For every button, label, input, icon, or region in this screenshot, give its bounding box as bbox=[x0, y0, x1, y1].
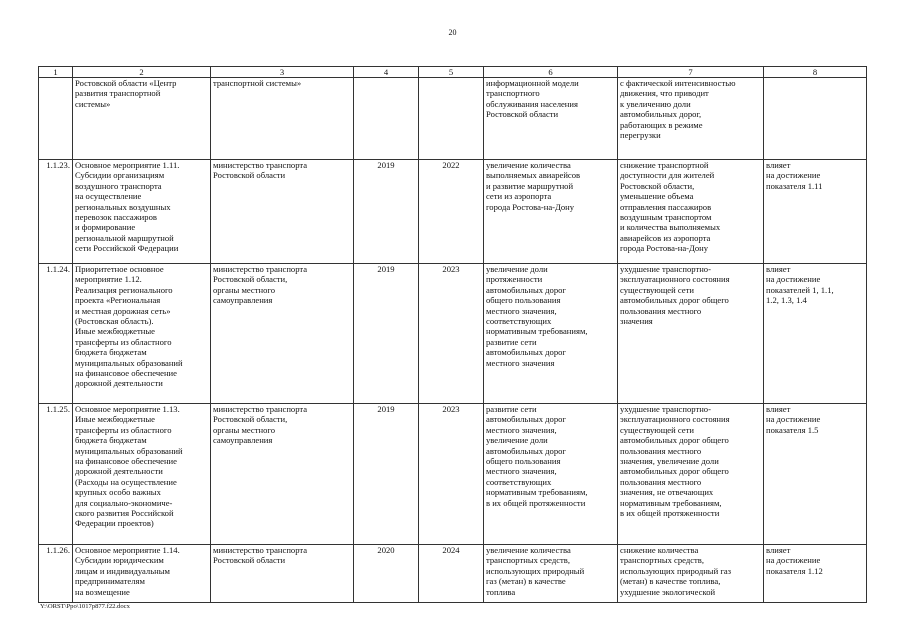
column-header: 2 bbox=[73, 67, 211, 78]
executor-cell: транспортной системы» bbox=[211, 78, 354, 160]
start-year-cell: 2019 bbox=[354, 160, 419, 264]
expected-result-cell: увеличение количества транспортных средств, использующих природный газ (метан) в качестве топлива bbox=[484, 545, 618, 603]
table-header-row bbox=[39, 67, 867, 78]
end-year-cell: 2024 bbox=[419, 545, 484, 603]
measure-name-cell: Основное мероприятие 1.11. Субсидии организациям воздушного транспорта на осуществление региональных воздушных перевозок пассажиров и формирование региональной маршрутной сети Российской Федерации bbox=[73, 160, 211, 264]
measure-name-cell: Основное мероприятие 1.14. Субсидии юридическим лицам и индивидуальным предпринимателям на возмещение bbox=[73, 545, 211, 603]
column-header: 3 bbox=[211, 67, 354, 78]
column-header: 5 bbox=[419, 67, 484, 78]
page-number: 20 bbox=[448, 28, 457, 37]
column-header: 1 bbox=[39, 67, 73, 78]
expected-result-cell: увеличение доли протяженности автомобильных дорог общего пользования местного значения, соответствующих нормативным требованиям, развитие сети автомобильных дорог местного значения bbox=[484, 264, 618, 404]
consequences-cell: ухудшение транспортно- эксплуатационного состояния существующей сети автомобильных дорог общего пользования местного значения, увеличение доли автомобильных дорог общего пользования местного значения, не отвечающих нормативным требованиям, в их общей протяженности bbox=[618, 404, 764, 545]
indicator-link-cell: влияет на достижение показателей 1, 1.1, 1.2, 1.3, 1.4 bbox=[764, 264, 867, 404]
executor-cell: министерство транспорта Ростовской области bbox=[211, 160, 354, 264]
expected-result-cell: развитие сети автомобильных дорог местного значения, увеличение доли автомобильных дорог общего пользования местного значения, соответствующих нормативным требованиям, в их общей протяженности bbox=[484, 404, 618, 545]
consequences-cell: ухудшение транспортно- эксплуатационного состояния существующей сети автомобильных дорог общего пользования местного значения bbox=[618, 264, 764, 404]
expected-result-cell: информационной модели транспортного обслуживания населения Ростовской области bbox=[484, 78, 618, 160]
table-row bbox=[39, 78, 867, 160]
consequences-cell: с фактической интенсивностью движения, что приводит к увеличению доли автомобильных дорог, работающих в режиме перегрузки bbox=[618, 78, 764, 160]
row-number-cell bbox=[39, 78, 73, 160]
consequences-cell: снижение транспортной доступности для жителей Ростовской области, уменьшение объема отправления пассажиров воздушным транспортом и количества выполняемых авиарейсов из аэропорта города Ростова-на-Дону bbox=[618, 160, 764, 264]
table-row bbox=[39, 404, 867, 545]
column-header: 6 bbox=[484, 67, 618, 78]
end-year-cell: 2023 bbox=[419, 404, 484, 545]
expected-result-cell: увеличение количества выполняемых авиарейсов и развитие маршрутной сети из аэропорта города Ростова-на-Дону bbox=[484, 160, 618, 264]
indicator-link-cell: влияет на достижение показателя 1.12 bbox=[764, 545, 867, 603]
consequences-cell: снижение количества транспортных средств, использующих природный газ (метан) в качестве топлива, ухудшение экологической bbox=[618, 545, 764, 603]
end-year-cell: 2023 bbox=[419, 264, 484, 404]
column-header: 7 bbox=[618, 67, 764, 78]
start-year-cell: 2019 bbox=[354, 404, 419, 545]
row-number-cell: 1.1.24. bbox=[39, 264, 73, 404]
measure-name-cell: Приоритетное основное мероприятие 1.12. Реализация регионального проекта «Региональная и местная дорожная сеть» (Ростовская область). Иные межбюджетные трансферты из областного бюджета бюджетам муниципальных образований на финансовое обеспечение дорожной деятельности bbox=[73, 264, 211, 404]
file-path-footer: Y:\ORST\Ppo\1017p877.f22.docx bbox=[40, 603, 130, 610]
table-row bbox=[39, 160, 867, 264]
column-header: 4 bbox=[354, 67, 419, 78]
column-header: 8 bbox=[764, 67, 867, 78]
measure-name-cell: Ростовской области «Центр развития транспортной системы» bbox=[73, 78, 211, 160]
start-year-cell: 2019 bbox=[354, 264, 419, 404]
indicator-link-cell: влияет на достижение показателя 1.5 bbox=[764, 404, 867, 545]
end-year-cell bbox=[419, 78, 484, 160]
measure-name-cell: Основное мероприятие 1.13. Иные межбюджетные трансферты из областного бюджета бюджетам муниципальных образований на финансовое обеспечение дорожной деятельности (Расходы на осуществление крупных особо важных для социально-экономиче- ского развития Российской Федерации проектов) bbox=[73, 404, 211, 545]
end-year-cell: 2022 bbox=[419, 160, 484, 264]
executor-cell: министерство транспорта Ростовской области, органы местного самоуправления bbox=[211, 404, 354, 545]
start-year-cell: 2020 bbox=[354, 545, 419, 603]
row-number-cell: 1.1.25. bbox=[39, 404, 73, 545]
table-row bbox=[39, 264, 867, 404]
row-number-cell: 1.1.23. bbox=[39, 160, 73, 264]
row-number-cell: 1.1.26. bbox=[39, 545, 73, 603]
start-year-cell bbox=[354, 78, 419, 160]
measures-table bbox=[38, 66, 867, 603]
executor-cell: министерство транспорта Ростовской области, органы местного самоуправления bbox=[211, 264, 354, 404]
indicator-link-cell: влияет на достижение показателя 1.11 bbox=[764, 160, 867, 264]
table-row bbox=[39, 545, 867, 603]
indicator-link-cell bbox=[764, 78, 867, 160]
executor-cell: министерство транспорта Ростовской области bbox=[211, 545, 354, 603]
